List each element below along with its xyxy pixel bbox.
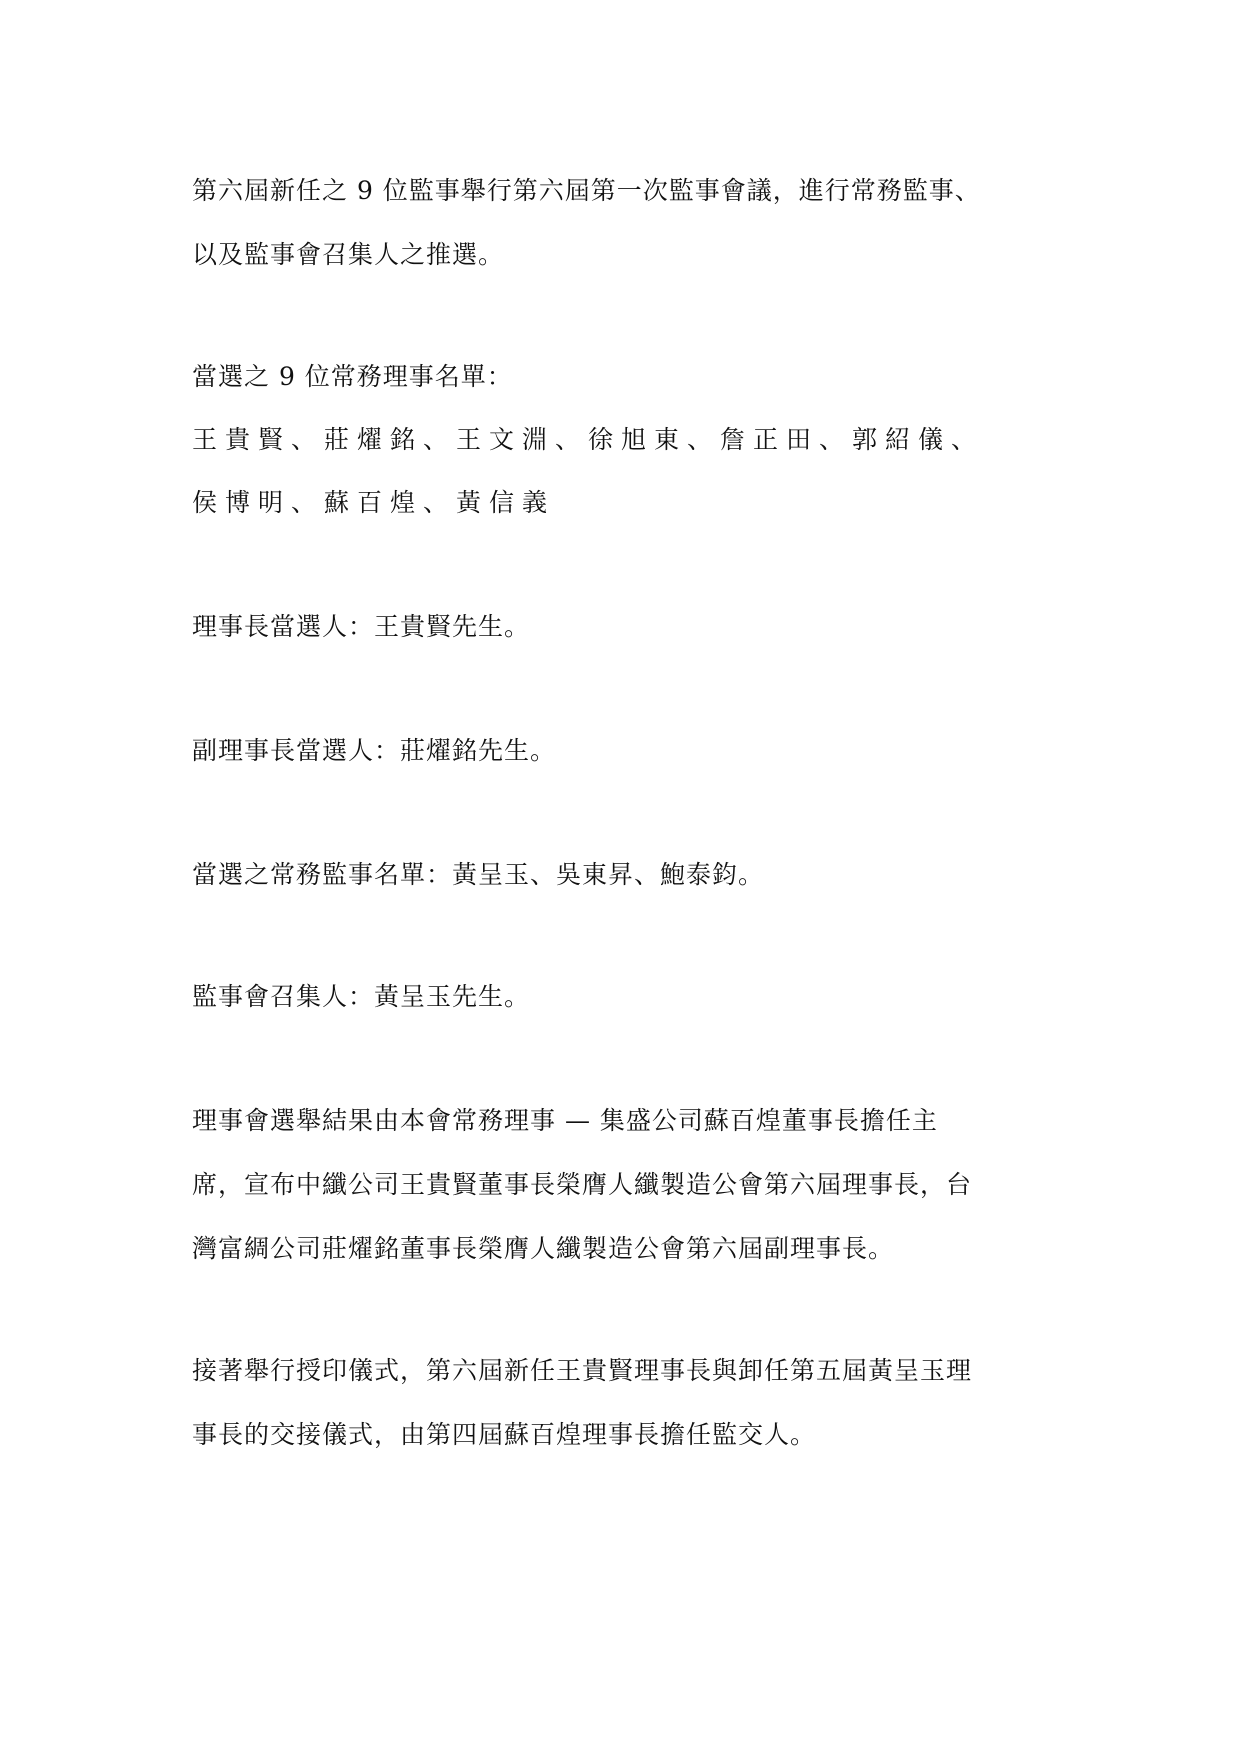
paragraph-seal-ceremony-line-2: 事長的交接儀式，由第四屆蘇百煌理事長擔任監交人。 [192, 1420, 817, 1449]
paragraph-election-result-line-1: 理事會選舉結果由本會常務理事 — 集盛公司蘇百煌董事長擔任主 [192, 1106, 938, 1135]
paragraph-election-result-line-2: 席，宣布中纖公司王貴賢董事長榮膺人纖製造公會第六屆理事長，台 [192, 1170, 973, 1199]
directors-names-line-1: 王貴賢、莊燿銘、王文淵、徐旭東、詹正田、郭紹儀、 [192, 425, 985, 454]
paragraph-supervisor-meeting-line-2: 以及監事會召集人之推選。 [192, 240, 505, 269]
paragraph-election-result-line-3: 灣富綢公司莊燿銘董事長榮膺人纖製造公會第六屆副理事長。 [192, 1234, 895, 1263]
standing-supervisors-list: 當選之常務監事名單：黃呈玉、吳東昇、鮑泰鈞。 [192, 860, 765, 889]
chairman-elected: 理事長當選人：王貴賢先生。 [192, 612, 531, 641]
directors-names-line-2: 侯博明、蘇百煌、黃信義 [192, 488, 556, 517]
paragraph-seal-ceremony-line-1: 接著舉行授印儀式，第六屆新任王貴賢理事長與卸任第五屆黃呈玉理 [192, 1356, 973, 1385]
paragraph-supervisor-meeting-line-1: 第六屆新任之 9 位監事舉行第六屆第一次監事會議，進行常務監事、 [192, 176, 981, 205]
supervisor-convener: 監事會召集人：黃呈玉先生。 [192, 982, 531, 1011]
directors-list-heading: 當選之 9 位常務理事名單： [192, 362, 513, 391]
vice-chairman-elected: 副理事長當選人：莊燿銘先生。 [192, 736, 557, 765]
